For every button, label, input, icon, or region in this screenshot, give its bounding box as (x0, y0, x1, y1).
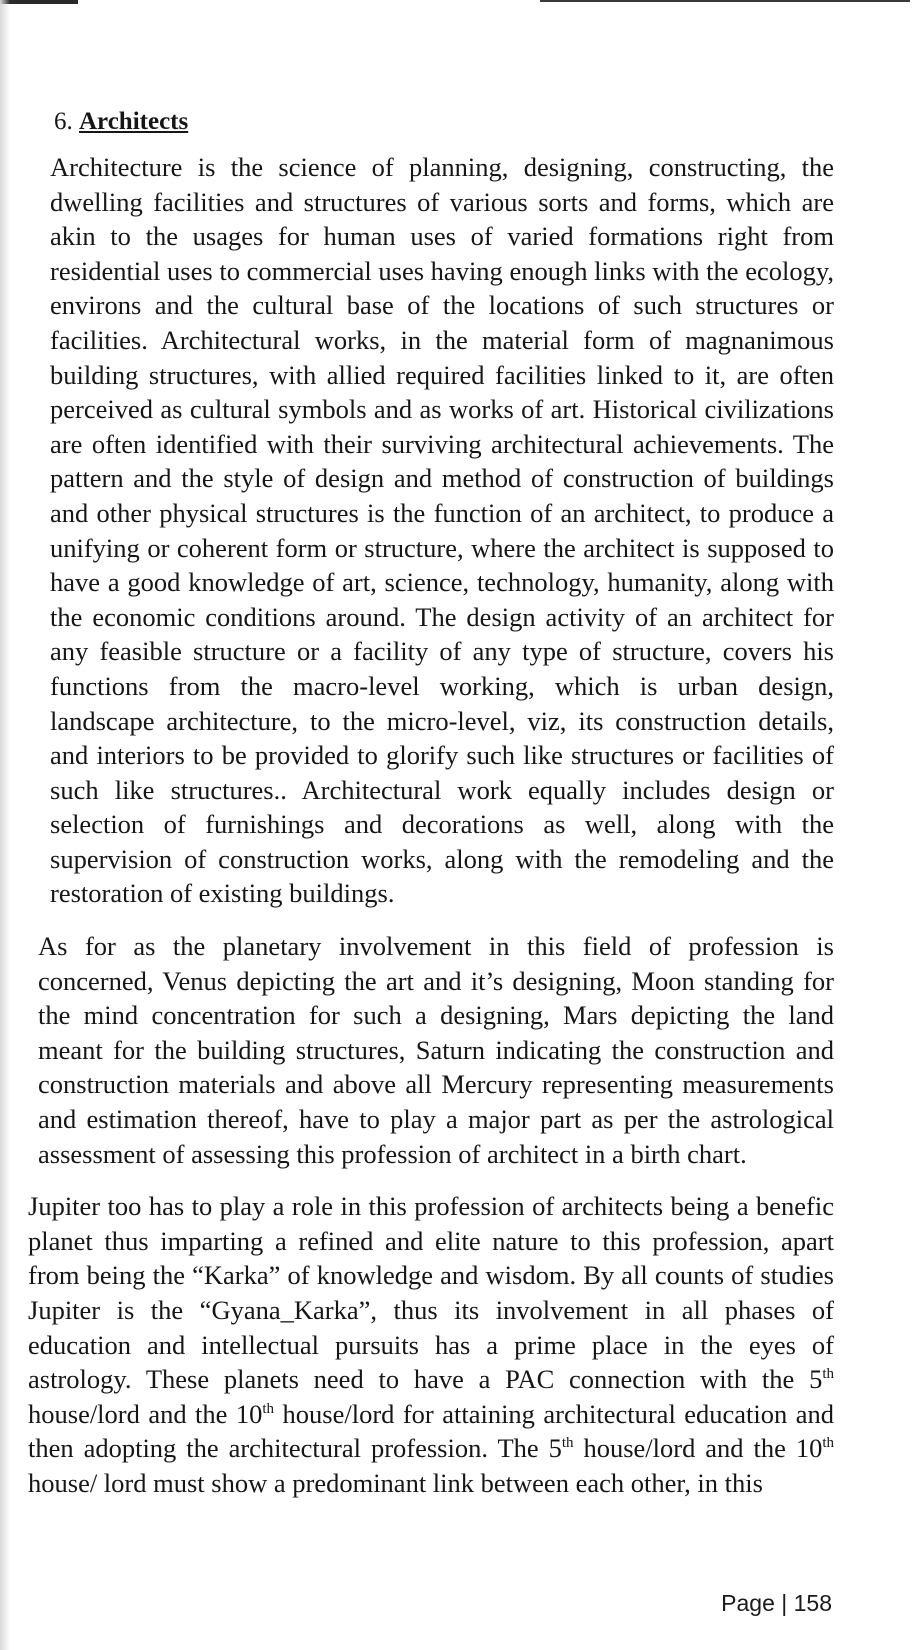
scan-edge-top-left (0, 0, 78, 4)
page-content (28, 106, 834, 1501)
jupiter-text-4: house/lord and the 10 (573, 1433, 823, 1464)
scan-edge-top-right (540, 0, 910, 2)
page-number: Page | 158 (721, 1590, 832, 1616)
jupiter-text-1: Jupiter too has to play a role in this profession of architects being a benefic planet thus imparting a refined and elite nature to this profession, apart from being the “Karka” of knowledge and wisdom. By all counts of studies Jupiter is the “Gyana_Karka”, thus its involvement in all phases of education and intellectual pursuits has a prime place in the eyes of astrology. These planets need to have a PAC connection with the 5 (28, 1191, 834, 1395)
ordinal-suffix: th (822, 1366, 834, 1383)
paragraph-planetary-involvement: As for as the planetary involvement in this field of profession is concerned, Venus depicting the art and it’s designing, Moon standing for the mind concentration for such a designing, Mars depicting the land meant for the building structures, Saturn indicating the construction and construction materials and above all Mercury representing measurements and estimation thereof, have to play a major part as per the astrological assessment of assessing this profession of architect in a birth chart. (38, 931, 834, 1169)
section-heading (54, 106, 834, 138)
ordinal-suffix: th (822, 1435, 834, 1452)
section-title: Architects (79, 108, 189, 135)
section-number: 6. (54, 108, 73, 135)
paragraph-jupiter-role (28, 1189, 834, 1500)
paragraph-architecture-definition: Architecture is the science of planning, designing, constructing, the dwelling facilities and structures of various sorts and forms, which are akin to the usages for human uses of varied formations right from residential uses to commercial uses having enough links with the ecology, environs and the cultural base of the locations of such structures or facilities. Architectural works, in the material form of magnanimous building structures, with allied required facilities linked to it, are often perceived as cultural symbols and as works of art. Historical civilizations are often identified with their surviving architectural achievements. The pattern and the style of design and method of construction of buildings and other physical structures is the function of an architect, to produce a unifying or coherent form or structure, where the architect is supposed to have a good knowledge of art, science, technology, humanity, along with the economic conditions around. The design activity of an architect for any feasible structure or a facility of any type of structure, covers his functions from the macro-level working, which is urban design, landscape architecture, to the micro-level, viz, its construction details, and interiors to be provided to glorify such like structures or facilities of such like structures.. Architectural work equally includes design or selection of furnishings and decorations as well, along with the supervision of construction works, along with the remodeling and the restoration of existing buildings. (50, 152, 834, 909)
ordinal-suffix: th (561, 1435, 574, 1452)
jupiter-text-2: house/lord and the 10 (28, 1398, 263, 1429)
scan-edge-left-shadow (0, 0, 10, 1650)
jupiter-text-3: house/lord for attaining architectural education and then adopting the architectural profession. The 5 (28, 1398, 834, 1464)
jupiter-text-5: house/ lord must show a predominant link between each other, in this (28, 1467, 763, 1498)
ordinal-suffix: th (262, 1400, 275, 1417)
